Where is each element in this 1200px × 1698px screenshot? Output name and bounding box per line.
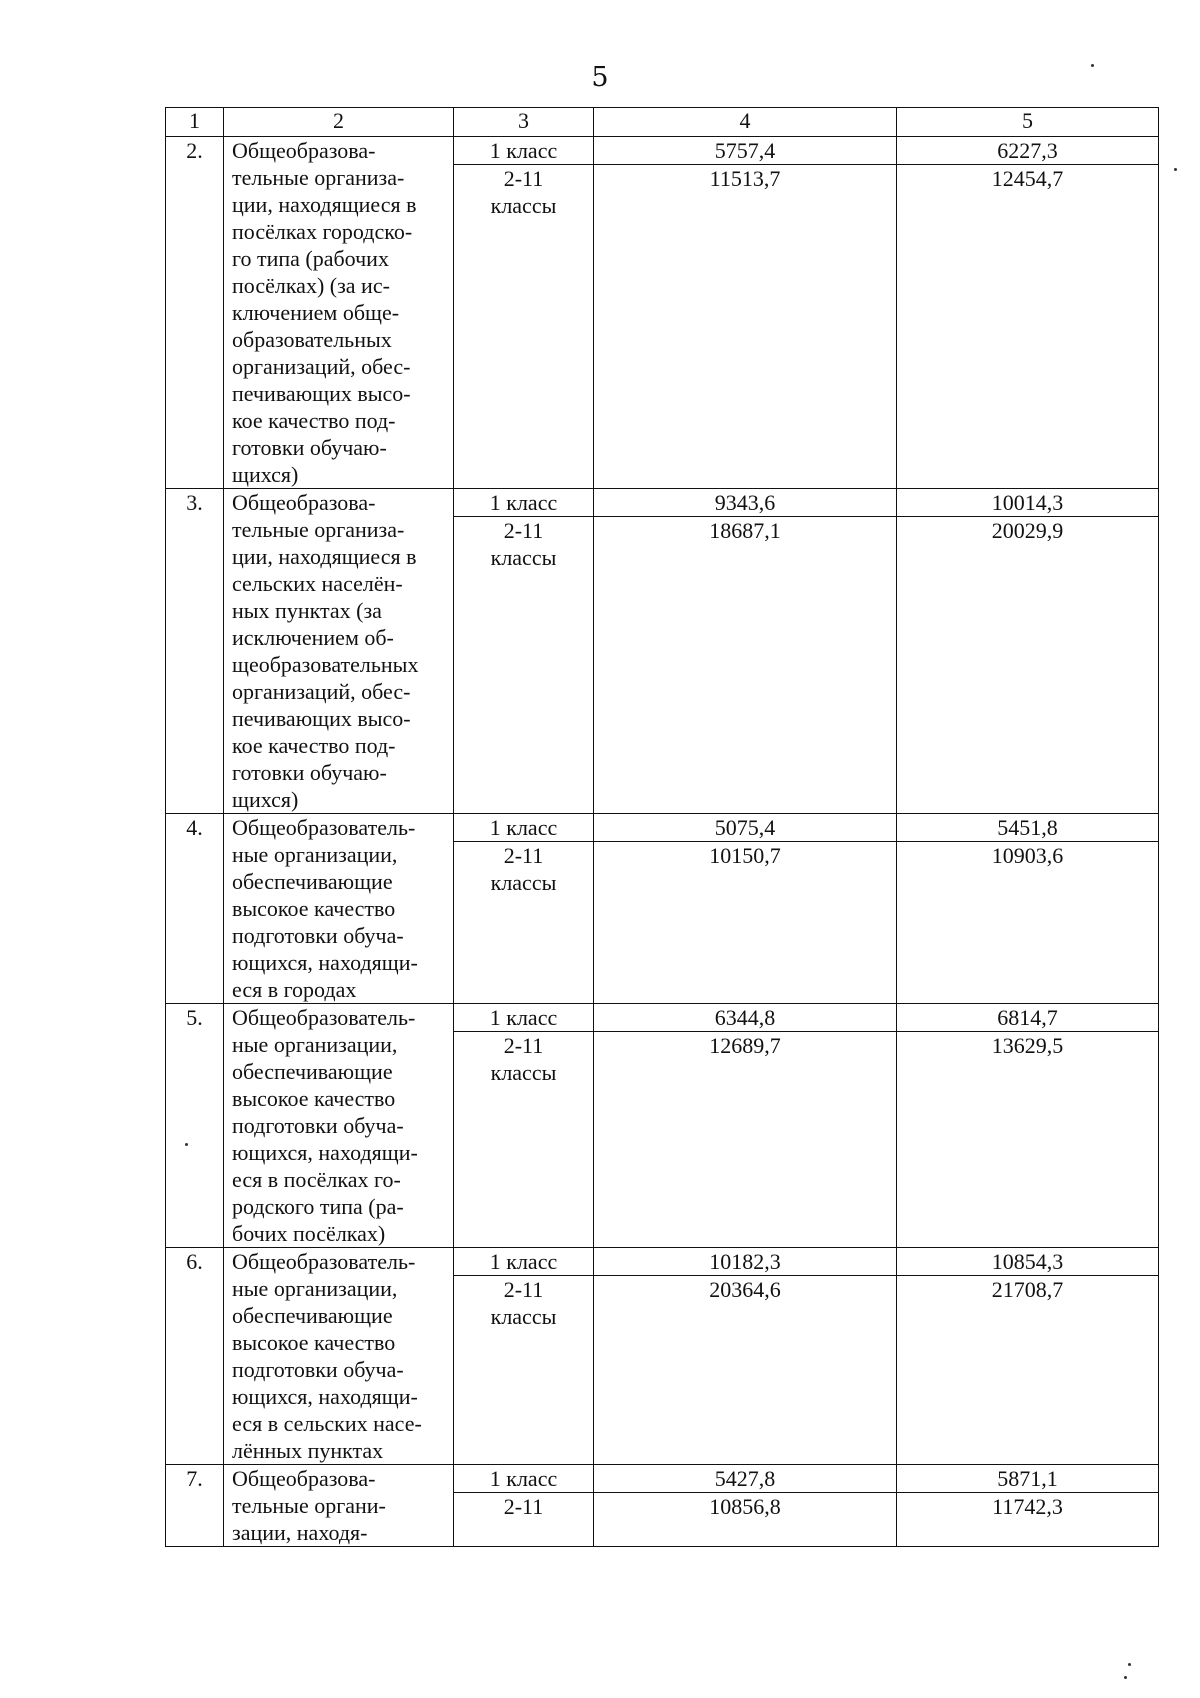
value-cell-col5: 13629,5 bbox=[897, 1032, 1159, 1248]
value-cell-col5: 21708,7 bbox=[897, 1276, 1159, 1465]
organization-type-line: го типа (рабочих bbox=[232, 246, 389, 271]
organization-type-line: Общеобразова- bbox=[232, 138, 376, 163]
organization-type-line: щихся) bbox=[232, 462, 299, 487]
value-cell-col5: 20029,9 bbox=[897, 517, 1159, 814]
table-row bbox=[166, 1004, 1159, 1032]
organization-type-line: организаций, обес- bbox=[232, 679, 411, 704]
value-cell-col4: 10856,8 bbox=[594, 1493, 897, 1547]
value-cell-col4: 10182,3 bbox=[594, 1248, 897, 1276]
row-number: 4. bbox=[166, 814, 224, 1004]
organization-type-line: подготовки обуча- bbox=[232, 1357, 404, 1382]
class-range-suffix: классы bbox=[490, 1060, 557, 1086]
row-number: 3. bbox=[166, 489, 224, 814]
value-cell-col5: 6814,7 bbox=[897, 1004, 1159, 1032]
class-cell: 1 класс bbox=[454, 1465, 594, 1493]
class-range: 2-11 bbox=[503, 843, 544, 869]
value-cell-col4: 9343,6 bbox=[594, 489, 897, 517]
organization-type-line: щеобразовательных bbox=[232, 652, 419, 677]
value-cell-col5: 10014,3 bbox=[897, 489, 1159, 517]
scan-speck bbox=[1091, 64, 1094, 67]
value-cell-col4: 11513,7 bbox=[594, 165, 897, 489]
scan-speck bbox=[1174, 168, 1177, 171]
header-row bbox=[166, 108, 1159, 137]
value-cell-col5: 5871,1 bbox=[897, 1465, 1159, 1493]
organization-type-line: родского типа (ра- bbox=[232, 1194, 404, 1219]
class-cell: 1 класс bbox=[454, 489, 594, 517]
scan-speck bbox=[1128, 1663, 1131, 1666]
table-row bbox=[166, 489, 1159, 517]
row-number: 7. bbox=[166, 1465, 224, 1547]
class-cell bbox=[454, 842, 594, 1004]
class-cell bbox=[454, 517, 594, 814]
header-col-5: 5 bbox=[897, 108, 1159, 137]
value-cell-col5: 5451,8 bbox=[897, 814, 1159, 842]
value-cell-col4: 6344,8 bbox=[594, 1004, 897, 1032]
organization-type-line: ные организации, bbox=[232, 1276, 398, 1301]
organization-type-line: Общеобразователь- bbox=[232, 815, 416, 840]
organization-type bbox=[224, 137, 454, 489]
row-number: 5. bbox=[166, 1004, 224, 1248]
organization-type-line: щихся) bbox=[232, 787, 299, 812]
organization-type-line: ющихся, находящи- bbox=[232, 1140, 418, 1165]
organization-type-line: сельских населён- bbox=[232, 571, 403, 596]
organization-type-line: Общеобразова- bbox=[232, 490, 376, 515]
class-range: 2-11 bbox=[503, 166, 544, 192]
class-cell bbox=[454, 1032, 594, 1248]
table-row bbox=[166, 814, 1159, 842]
class-cell bbox=[454, 1276, 594, 1465]
organization-type-line: еся в сельских насе- bbox=[232, 1411, 422, 1436]
organization-type-line: высокое качество bbox=[232, 1086, 396, 1111]
class-range: 2-11 bbox=[503, 518, 544, 544]
value-cell-col4: 5075,4 bbox=[594, 814, 897, 842]
table-row bbox=[166, 1465, 1159, 1493]
value-cell-col5: 10854,3 bbox=[897, 1248, 1159, 1276]
organization-type-line: образовательных bbox=[232, 327, 392, 352]
organization-type-line: лённых пунктах bbox=[232, 1438, 384, 1463]
organization-type-line: посёлках городско- bbox=[232, 219, 413, 244]
class-cell bbox=[454, 1493, 594, 1547]
table-row bbox=[166, 137, 1159, 165]
organization-type-line: подготовки обуча- bbox=[232, 1113, 404, 1138]
organization-type-line: Общеобразователь- bbox=[232, 1249, 416, 1274]
row-number: 2. bbox=[166, 137, 224, 489]
class-range-suffix: классы bbox=[490, 193, 557, 219]
organization-type-line: обеспечивающие bbox=[232, 1303, 393, 1328]
organization-type-line: печивающих высо- bbox=[232, 381, 411, 406]
organization-type-line: печивающих высо- bbox=[232, 706, 411, 731]
organization-type-line: ных пунктах (за bbox=[232, 598, 382, 623]
class-range: 2-11 bbox=[503, 1277, 544, 1303]
header-col-3: 3 bbox=[454, 108, 594, 137]
page-number: 5 bbox=[591, 62, 609, 93]
header-col-2: 2 bbox=[224, 108, 454, 137]
table-row bbox=[166, 1248, 1159, 1276]
organization-type-line: кое качество под- bbox=[232, 408, 396, 433]
organization-type-line: Общеобразователь- bbox=[232, 1005, 416, 1030]
organization-type-line: готовки обучаю- bbox=[232, 435, 387, 460]
class-cell: 1 класс bbox=[454, 137, 594, 165]
organization-type-line: подготовки обуча- bbox=[232, 923, 404, 948]
organization-type-line: ции, находящиеся в bbox=[232, 544, 417, 569]
organization-type-line: исключением об- bbox=[232, 625, 394, 650]
value-cell-col4: 20364,6 bbox=[594, 1276, 897, 1465]
organization-type bbox=[224, 1465, 454, 1547]
value-cell-col4: 18687,1 bbox=[594, 517, 897, 814]
organization-type-line: организаций, обес- bbox=[232, 354, 411, 379]
organization-type-line: ющихся, находящи- bbox=[232, 1384, 418, 1409]
organization-type bbox=[224, 814, 454, 1004]
table-body bbox=[166, 137, 1159, 1547]
class-cell: 1 класс bbox=[454, 814, 594, 842]
organization-type-line: еся в городах bbox=[232, 977, 357, 1002]
organization-type bbox=[224, 489, 454, 814]
organization-type-line: ные организации, bbox=[232, 1032, 398, 1057]
tariff-table bbox=[165, 107, 1159, 1547]
organization-type bbox=[224, 1004, 454, 1248]
organization-type-line: Общеобразова- bbox=[232, 1466, 376, 1491]
organization-type-line: ные организации, bbox=[232, 842, 398, 867]
organization-type-line: высокое качество bbox=[232, 1330, 396, 1355]
organization-type-line: еся в посёлках го- bbox=[232, 1167, 401, 1192]
value-cell-col5: 6227,3 bbox=[897, 137, 1159, 165]
class-range: 2-11 bbox=[503, 1033, 544, 1059]
scan-speck bbox=[1124, 1676, 1127, 1679]
value-cell-col5: 11742,3 bbox=[897, 1493, 1159, 1547]
organization-type-line: ключением обще- bbox=[232, 300, 400, 325]
organization-type-line: тельные органи- bbox=[232, 1493, 386, 1518]
row-number: 6. bbox=[166, 1248, 224, 1465]
organization-type-line: тельные организа- bbox=[232, 517, 405, 542]
organization-type-line: обеспечивающие bbox=[232, 1059, 393, 1084]
value-cell-col4: 5757,4 bbox=[594, 137, 897, 165]
organization-type-line: бочих посёлках) bbox=[232, 1221, 386, 1246]
value-cell-col4: 10150,7 bbox=[594, 842, 897, 1004]
class-cell bbox=[454, 165, 594, 489]
class-range-suffix: классы bbox=[490, 545, 557, 571]
header-col-4: 4 bbox=[594, 108, 897, 137]
class-cell: 1 класс bbox=[454, 1248, 594, 1276]
organization-type-line: зации, находя- bbox=[232, 1520, 368, 1545]
value-cell-col5: 12454,7 bbox=[897, 165, 1159, 489]
organization-type-line: ющихся, находящи- bbox=[232, 950, 418, 975]
value-cell-col4: 5427,8 bbox=[594, 1465, 897, 1493]
organization-type-line: тельные организа- bbox=[232, 165, 405, 190]
organization-type-line: высокое качество bbox=[232, 896, 396, 921]
scan-speck bbox=[185, 1143, 188, 1146]
class-cell: 1 класс bbox=[454, 1004, 594, 1032]
value-cell-col4: 12689,7 bbox=[594, 1032, 897, 1248]
organization-type-line: кое качество под- bbox=[232, 733, 396, 758]
organization-type bbox=[224, 1248, 454, 1465]
organization-type-line: ции, находящиеся в bbox=[232, 192, 417, 217]
class-range: 2-11 bbox=[503, 1494, 544, 1520]
organization-type-line: обеспечивающие bbox=[232, 869, 393, 894]
class-range-suffix: классы bbox=[490, 1304, 557, 1330]
organization-type-line: посёлках) (за ис- bbox=[232, 273, 390, 298]
organization-type-line: готовки обучаю- bbox=[232, 760, 387, 785]
class-range-suffix: классы bbox=[490, 870, 557, 896]
value-cell-col5: 10903,6 bbox=[897, 842, 1159, 1004]
header-col-1: 1 bbox=[166, 108, 224, 137]
